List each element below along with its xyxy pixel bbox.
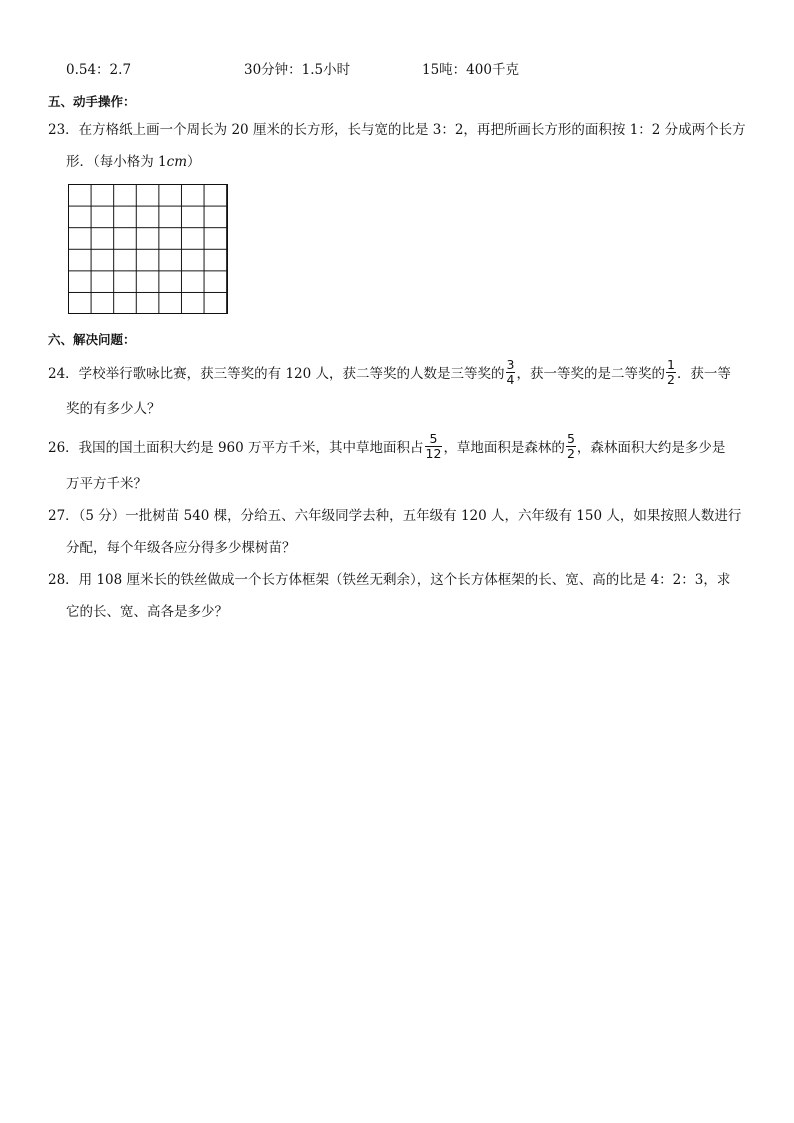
question-26-part-3: ，森林面积大约是多少是 (576, 440, 726, 456)
question-28-line-1: 28．用 108 厘米长的铁丝做成一个长方体框架（铁丝无剩余），这个长方体框架的长、宽、高的比是 4：2：3，求 (48, 572, 731, 588)
question-26-line-2: 万平方千米？ (66, 476, 147, 492)
question-23-line-1: 23．在方格纸上画一个周长为 20 厘米的长方形，长与宽的比是 3：2，再把所画长方形的面积按 1：2 分成两个长方 (48, 122, 746, 138)
ratio-item-2: 30分钟：1.5小时 (244, 62, 351, 78)
fraction-numerator: 1 (666, 357, 675, 372)
question-24-part-1: 24．学校举行歌咏比赛，获三等奖的有 120 人，获二等奖的人数是三等奖的 (48, 366, 505, 382)
question-23-close: ） (187, 154, 201, 170)
question-26-line-1 (48, 431, 726, 463)
fraction-denominator: 2 (566, 446, 575, 461)
fraction-numerator: 3 (506, 357, 515, 372)
fraction-denominator: 12 (425, 446, 442, 461)
question-27-line-1: 27．（5 分）一批树苗 540 棵，分给五、六年级同学去种，五年级有 120 人，六年级有 150 人，如果按照人数进行 (48, 508, 742, 524)
question-26-part-1: 26．我国的国土面积大约是 960 万平方千米，其中草地面积占 (48, 440, 424, 456)
unit-cm: cm (166, 154, 188, 170)
question-24-part-2: ，获一等奖的是二等奖的 (516, 366, 665, 382)
question-23-text: 形．（每小格为 1 (66, 154, 167, 170)
question-28-line-2: 它的长、宽、高各是多少？ (66, 604, 228, 620)
question-24-line-2: 奖的有多少人？ (66, 401, 161, 417)
fraction-numerator: 5 (425, 432, 443, 447)
section-5-title: 五、动手操作： (48, 94, 136, 109)
question-24-part-3: ．获一等 (676, 366, 731, 382)
square-grid-paper (68, 184, 228, 314)
fraction-numerator: 5 (566, 431, 575, 446)
fraction-three-quarters (506, 358, 516, 387)
fraction-denominator: 4 (506, 372, 515, 387)
fraction-five-halves (566, 432, 576, 461)
ratio-item-1: 0.54：2.7 (66, 62, 132, 78)
section-6-title: 六、解决问题： (48, 332, 136, 347)
ratio-item-3: 15吨：400千克 (422, 62, 519, 78)
fraction-five-twelfths (425, 432, 443, 461)
question-23-line-2 (66, 152, 201, 172)
question-24-line-1 (48, 357, 731, 389)
question-26-part-2: ，草地面积是森林的 (443, 440, 565, 456)
fraction-denominator: 2 (666, 372, 675, 387)
fraction-one-half (666, 358, 676, 387)
question-27-line-2: 分配，每个年级各应分得多少棵树苗？ (66, 540, 296, 556)
